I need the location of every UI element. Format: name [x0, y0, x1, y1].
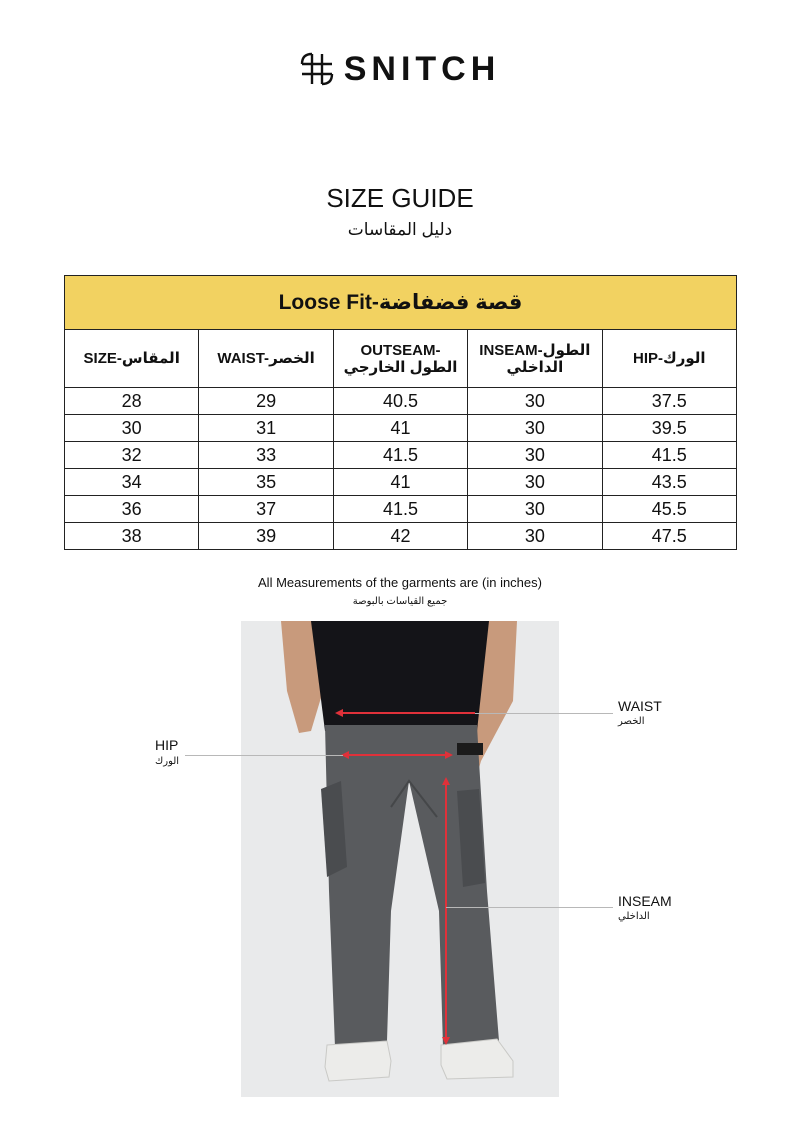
hip-label-arabic: الورك [155, 756, 180, 767]
cell-waist: 29 [199, 388, 333, 415]
cell-waist: 31 [199, 415, 333, 442]
column-header-size: SIZE-المقاس [65, 330, 199, 388]
table-row [65, 469, 737, 496]
cell-inseam: 30 [468, 469, 602, 496]
cell-size: 36 [65, 496, 199, 523]
inseam-label-arabic: الداخلي [618, 911, 650, 922]
table-row [65, 496, 737, 523]
cell-outseam: 40.5 [333, 388, 467, 415]
hip-label: HIP [155, 737, 179, 753]
cell-outseam: 41 [333, 469, 467, 496]
measurement-note: All Measurements of the garments are (in inches) [258, 575, 542, 590]
cell-outseam: 42 [333, 523, 467, 550]
page-title-arabic: دليل المقاسات [347, 220, 453, 239]
cell-outseam: 41.5 [333, 496, 467, 523]
waist-label: WAIST [618, 698, 662, 714]
cell-hip: 45.5 [602, 496, 736, 523]
table-row [65, 388, 737, 415]
left-sneaker [325, 1041, 391, 1081]
cell-inseam: 30 [468, 388, 602, 415]
cell-hip: 41.5 [602, 442, 736, 469]
size-table [64, 275, 737, 550]
cell-waist: 37 [199, 496, 333, 523]
cell-outseam: 41 [333, 415, 467, 442]
column-header-outseam: OUTSEAM- الطول الخارجي [333, 330, 467, 388]
cell-inseam: 30 [468, 442, 602, 469]
brand-name: SNITCH [343, 50, 501, 88]
hash-grid-logo-icon [300, 52, 334, 86]
black-tshirt [311, 621, 489, 731]
inseam-leader-line [446, 907, 613, 908]
cell-hip: 43.5 [602, 469, 736, 496]
cell-waist: 35 [199, 469, 333, 496]
cell-size: 30 [65, 415, 199, 442]
inseam-label: INSEAM [618, 893, 672, 909]
cell-waist: 33 [199, 442, 333, 469]
cell-hip: 39.5 [602, 415, 736, 442]
column-header-waist: WAIST-الخصر [199, 330, 333, 388]
cell-size: 32 [65, 442, 199, 469]
cell-inseam: 30 [468, 415, 602, 442]
wristwatch [457, 743, 483, 755]
table-row [65, 523, 737, 550]
cell-hip: 37.5 [602, 388, 736, 415]
cell-waist: 39 [199, 523, 333, 550]
cell-outseam: 41.5 [333, 442, 467, 469]
hip-leader-line [185, 755, 343, 756]
fit-header-row [65, 276, 737, 330]
cell-size: 34 [65, 469, 199, 496]
column-header-row [65, 330, 737, 388]
model-photo [241, 621, 559, 1097]
table-row [65, 442, 737, 469]
fit-label: Loose Fit-قصة فضفاضة [65, 276, 737, 330]
cell-size: 28 [65, 388, 199, 415]
waist-label-arabic: الخصر [618, 716, 645, 727]
size-table-body [65, 388, 737, 550]
cell-inseam: 30 [468, 523, 602, 550]
table-row [65, 415, 737, 442]
cell-size: 38 [65, 523, 199, 550]
cell-hip: 47.5 [602, 523, 736, 550]
column-header-hip: HIP-الورك [602, 330, 736, 388]
brand-logo [0, 52, 800, 86]
waist-leader-line [475, 713, 613, 714]
page-title: SIZE GUIDE [326, 183, 474, 213]
measurement-note-arabic: جميع القياسات بالبوصة [352, 596, 448, 607]
cell-inseam: 30 [468, 496, 602, 523]
column-header-inseam: INSEAM-الطول الداخلي [468, 330, 602, 388]
